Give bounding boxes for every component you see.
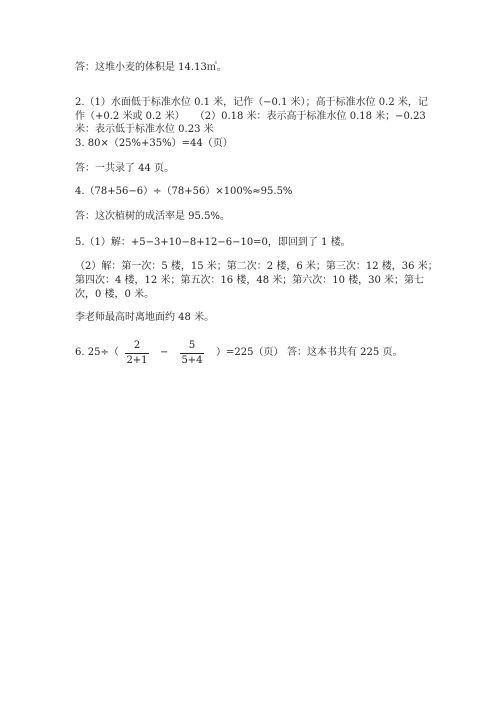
q5-part2-line-2: 第四次：4 楼，12 米；第五次：16 楼，48 米；第六次：10 楼，30 米；第七 xyxy=(75,275,425,286)
answer-volume: 答：这堆小麦的体积是 14.13㎥。 xyxy=(75,62,227,73)
q6-fraction-1-denominator: 2+1 xyxy=(126,355,148,366)
q6-fraction-2 xyxy=(180,340,204,367)
q5-part2-line-1: （2）解：第一次：5 楼，15 米；第二次：2 楼，6 米；第三次：12 楼，36 米； xyxy=(75,261,438,272)
q3-formula: 3. 80×（25%+35%）=44（页） xyxy=(75,138,233,149)
q6-fraction-2-bar xyxy=(180,353,204,354)
q2-line-3: 米：表示低于标准水位 0.23 米 xyxy=(75,124,214,135)
q2-line-2: 作（+0.2 米或 0.2 米） （2）0.18 米：表示高于标准水位 0.18 米；−0.23 xyxy=(75,111,426,122)
q5-part1: 5.（1）解：+5−3+10−8+12−6−10=0，即回到了 1 楼。 xyxy=(75,237,351,248)
q6-formula-prefix: 6. 25÷（ xyxy=(75,347,119,358)
q6-minus-sign: − xyxy=(160,347,169,358)
q6-fraction-1-bar xyxy=(125,353,149,354)
q4-formula: 4.（78+56−6）÷（78+56）×100%≈95.5% xyxy=(75,186,293,197)
q6-fraction-1-numerator: 2 xyxy=(133,340,141,351)
q6-fraction-2-denominator: 5+4 xyxy=(181,355,203,366)
q6-formula-suffix: ）=225（页） xyxy=(216,347,284,358)
q5-conclusion: 李老师最高时离地面约 48 米。 xyxy=(75,312,215,323)
q2-line-1: 2.（1）水面低于标准水位 0.1 米，记作（−0.1 米）；高于标准水位 0.2 米，记 xyxy=(75,97,428,108)
q6-fraction-2-numerator: 5 xyxy=(188,340,196,351)
q3-answer: 答：一共录了 44 页。 xyxy=(75,163,175,174)
q4-answer: 答：这次植树的成活率是 95.5%。 xyxy=(75,211,230,222)
q6-answer: 答：这本书共有 225 页。 xyxy=(287,347,403,358)
q6-fraction-1 xyxy=(125,340,149,367)
q5-part2-line-3: 次，0 楼，0 米。 xyxy=(75,289,155,300)
